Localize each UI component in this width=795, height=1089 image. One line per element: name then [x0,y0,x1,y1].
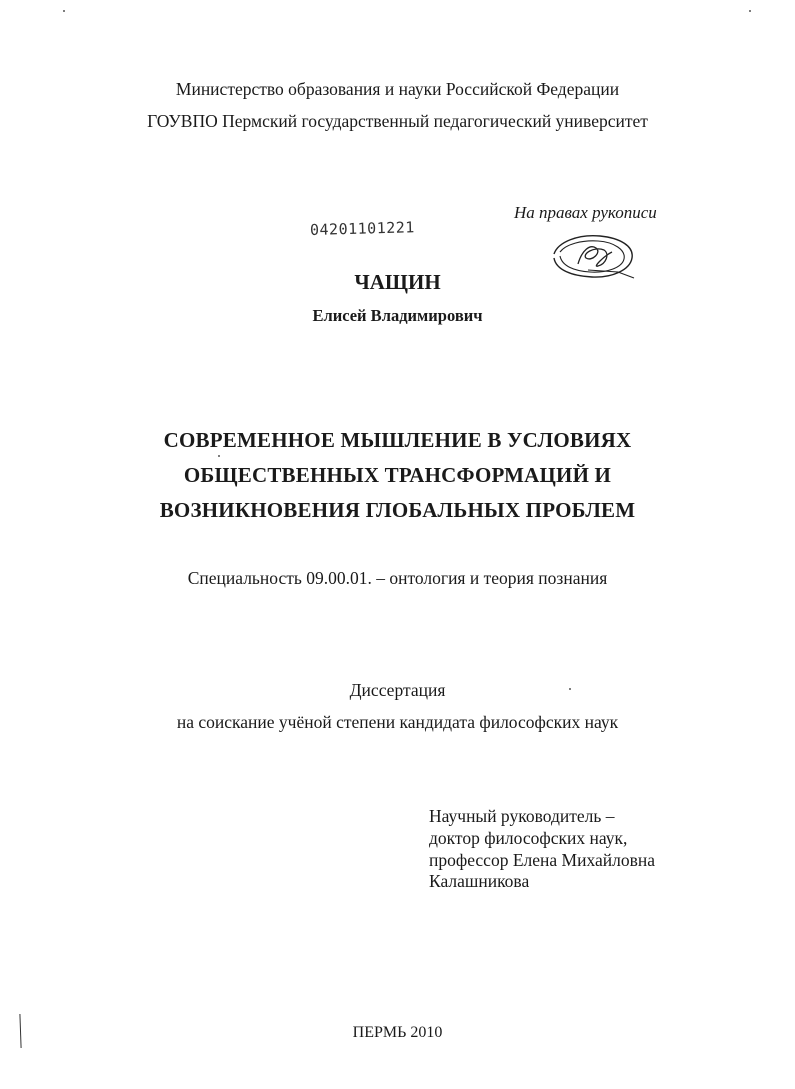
scan-speck [63,10,65,12]
supervisor-line: профессор Елена Михайловна [429,850,655,870]
registration-number: 04201101221 [309,218,416,239]
author-given-names: Елисей Владимирович [312,306,483,325]
specialty-line: Специальность 09.00.01. – онтология и теория познания [187,568,608,588]
university-line: ГОУВПО Пермский государственный педагогический университет [147,111,648,131]
ministry-line: Министерство образования и науки Российской Федерации [175,79,620,99]
document-type: Диссертация [349,680,446,700]
author-surname: ЧАЩИН [354,270,441,294]
scan-speck [218,455,220,457]
scan-speck [749,10,751,12]
degree-line: на соискание учёной степени кандидата философских наук [176,712,619,732]
city-year: ПЕРМЬ 2010 [352,1024,443,1041]
manuscript-rights-note: На правах рукописи [514,203,657,222]
dissertation-title-line: ВОЗНИКНОВЕНИЯ ГЛОБАЛЬНЫХ ПРОБЛЕМ [159,498,636,522]
dissertation-title-line: СОВРЕМЕННОЕ МЫШЛЕНИЕ В УСЛОВИЯХ [163,428,632,452]
supervisor-line: Калашникова [429,871,530,891]
supervisor-line: доктор философских наук, [429,828,628,848]
dissertation-title-line: ОБЩЕСТВЕННЫХ ТРАНСФОРМАЦИЙ И [183,463,612,487]
supervisor-line: Научный руководитель – [429,806,615,826]
scan-speck [569,688,571,690]
